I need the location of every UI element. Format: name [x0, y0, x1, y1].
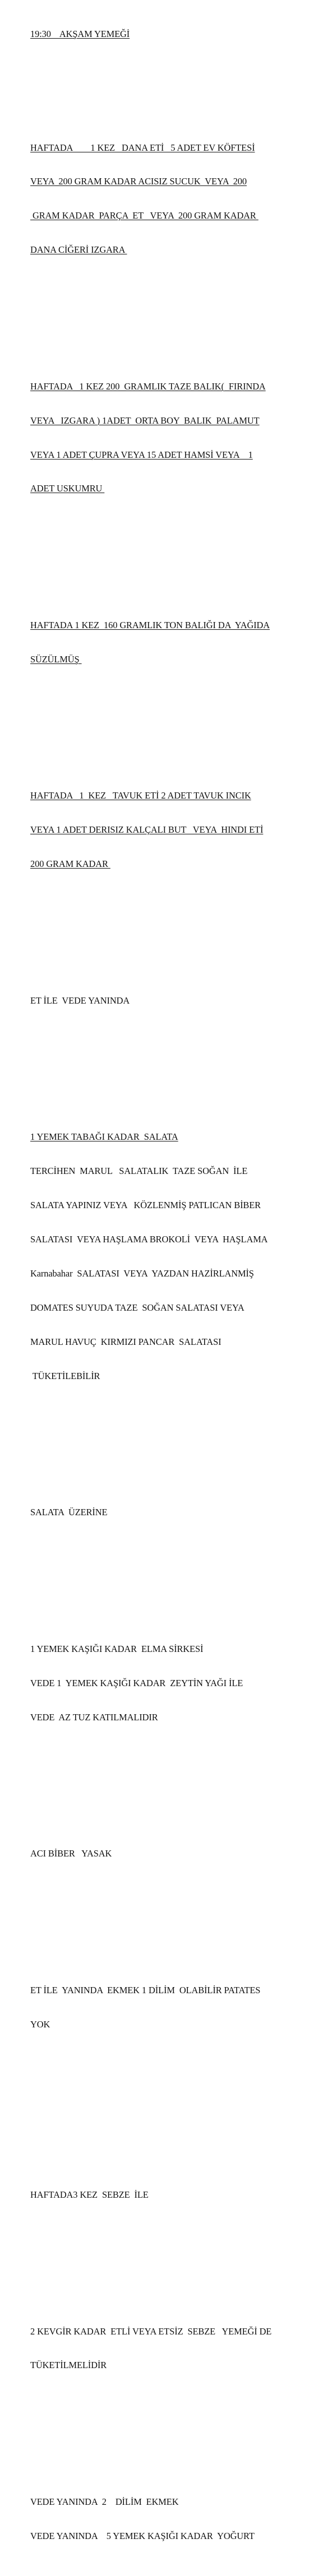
spacer	[30, 1905, 319, 1916]
text-line: HAFTADA 1 KEZ 160 GRAMLIK TON BALIĞI DA YAĞIDA	[30, 620, 270, 631]
spacer	[30, 1564, 319, 1575]
spacer	[30, 1052, 319, 1063]
vegetable-section	[30, 2303, 319, 2394]
beef-section	[30, 119, 319, 279]
spacer	[30, 2076, 319, 2087]
spacer	[30, 1427, 319, 1438]
text-line: VEDE 1 YEMEK KAŞIĞI KADAR ZEYTİN YAĞI İLE	[30, 1677, 243, 1688]
text-line: ADET USKUMRU	[30, 483, 105, 494]
text-line: ET İLE YANINDA EKMEK 1 DİLİM OLABİLİR PATATES	[30, 1984, 261, 1995]
meal-plan-document	[30, 6, 319, 2576]
text-line: TÜKETİLMELİDİR	[30, 2360, 107, 2371]
text-line: VEDE AZ TUZ KATILMALIDIR	[30, 1711, 158, 1723]
spacer	[30, 62, 319, 73]
text-line: GRAM KADAR PARÇA ET VEYA 200 GRAM KADAR	[30, 210, 259, 221]
text-line: 200 GRAM KADAR	[30, 858, 110, 870]
text-line: TERCİHEN MARUL SALATALIK TAZE SOĞAN İLE	[30, 1166, 248, 1177]
vegetable-heading-section	[30, 2166, 319, 2223]
dressing-section	[30, 1621, 319, 1746]
sides-section	[30, 2473, 319, 2564]
salad-section	[30, 1109, 319, 1405]
text-line: VEYA 1 ADET ÇUPRA VEYA 15 ADET HAMSİ VEYA 1	[30, 449, 253, 460]
text-line: SALATA YAPINIZ VEYA KÖZLENMİŞ PATLICAN BİBER	[30, 1200, 261, 1211]
text-line: DOMATES SUYUDA TAZE SOĞAN SALATASI VEYA	[30, 1302, 244, 1313]
dinner-title: 19:30 AKŞAM YEMEĞİ	[30, 28, 130, 39]
text-line: VEDE YANINDA 5 YEMEK KAŞIĞI KADAR YOĞURT	[30, 2530, 255, 2541]
text-line: HAFTADA 1 KEZ TAVUK ETİ 2 ADET TAVUK INCIK	[30, 790, 251, 801]
text-line: MARUL HAVUÇ KIRMIZI PANCAR SALATASI	[30, 1336, 222, 1347]
spacer	[30, 916, 319, 927]
text-line: VEDE YANINDA 2 DİLİM EKMEK	[30, 2496, 179, 2508]
text-line: HAFTADA 1 KEZ DANA ETİ 5 ADET EV KÖFTESİ	[30, 142, 255, 153]
hot-pepper-section	[30, 1826, 319, 1882]
spacer	[30, 2246, 319, 2257]
salad-heading: 1 YEMEK TABAĞI KADAR SALATA	[30, 1131, 178, 1143]
salad-dressing-heading-section	[30, 1484, 319, 1541]
text-line: YOK	[30, 2018, 50, 2030]
text-line: SALATA ÜZERİNE	[30, 1507, 108, 1518]
text-line: ACI BİBER YASAK	[30, 1848, 112, 1859]
text-line: SÜZÜLMÜŞ	[30, 653, 82, 665]
spacer	[30, 2417, 319, 2428]
spacer	[30, 1769, 319, 1780]
spacer	[30, 711, 319, 722]
text-line: VEYA IZGARA ) 1ADET ORTA BOY BALIK PALAMUT	[30, 415, 260, 426]
text-line: SALATASI VEYA HAŞLAMA BROKOLİ VEYA HAŞLAMA	[30, 1234, 268, 1245]
text-line: VEYA 1 ADET DERISIZ KALÇALI BUT VEYA HINDI ETİ	[30, 824, 264, 836]
spacer	[30, 540, 319, 551]
with-meat-section	[30, 972, 319, 1029]
text-line: 1 YEMEK KAŞIĞI KADAR ELMA SİRKESİ	[30, 1643, 204, 1654]
text-line: DANA CİĞERİ IZGARA	[30, 244, 127, 256]
spacer	[30, 2110, 319, 2121]
text-line: 2 KEVGİR KADAR ETLİ VEYA ETSİZ SEBZE YEMEĞİ DE	[30, 2326, 272, 2337]
chicken-section	[30, 768, 319, 893]
bread-section	[30, 1962, 319, 2053]
text-line: HAFTADA3 KEZ SEBZE İLE	[30, 2189, 149, 2200]
text-line: ET İLE VEDE YANINDA	[30, 995, 130, 1006]
text-line: Karnabahar SALATASI VEYA YAZDAN HAZİRLANMİŞ	[30, 1268, 254, 1279]
fish-section	[30, 358, 319, 517]
text-line: TÜKETİLEBİLİR	[30, 1370, 100, 1381]
text-line: VEYA 200 GRAM KADAR ACISIZ SUCUK VEYA 200	[30, 176, 247, 187]
spacer	[30, 301, 319, 313]
text-line: HAFTADA 1 KEZ 200 GRAMLIK TAZE BALIK( FIRINDA	[30, 380, 266, 392]
tuna-section	[30, 597, 319, 688]
